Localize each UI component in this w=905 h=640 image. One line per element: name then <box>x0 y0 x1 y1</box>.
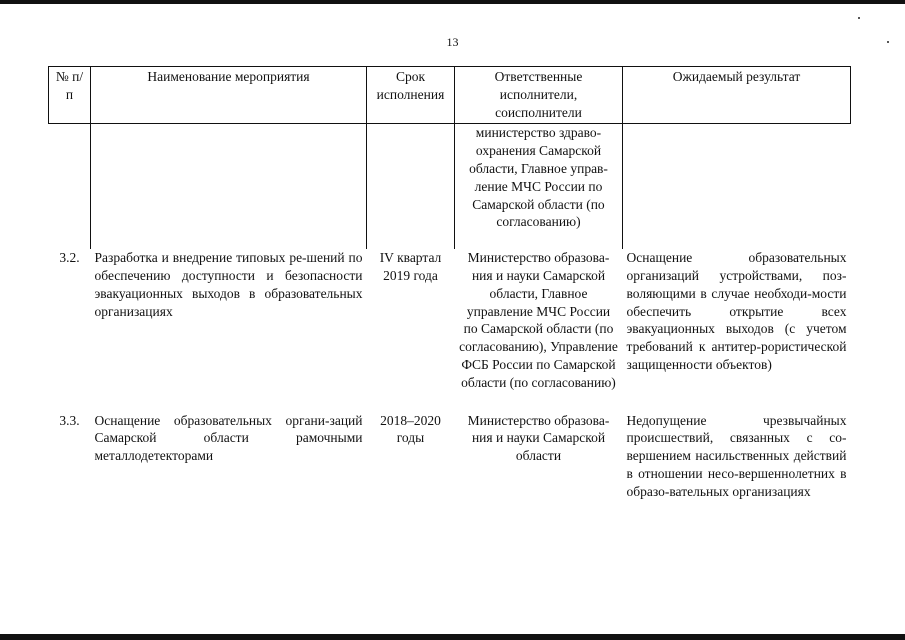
header-executors: Ответственные исполнители, соисполнители <box>455 67 623 124</box>
row-number: 3.2. <box>59 250 80 266</box>
row-activity-name: Разработка и внедрение типовых ре-шений по обеспечению доступности и безопасности эвакуационных выходов в образовательных организациях <box>94 250 363 319</box>
row-deadline: IV квартал 2019 года <box>379 250 442 283</box>
row-expected-result: Оснащение образовательных организаций устройствами, поз-воляющими в случае необходи-мости обеспечить открытие всех эвакуационных выходов (с учетом требований к антитер-рористической защищенности объектов) <box>626 250 847 372</box>
scan-edge-top <box>0 0 905 4</box>
row-executors: Министерство образова-ния и науки Самарской области <box>467 412 610 464</box>
scan-speck <box>858 17 860 19</box>
table-header-row <box>49 67 851 124</box>
row-executors: Министерство образова-ния и науки Самарской области, Главное управление МЧС России по Самарской области (по согласованию), Управление ФСБ России по Самарской области (по согласованию) <box>459 250 618 390</box>
table-row <box>49 412 851 521</box>
row-number: 3.3. <box>59 412 80 428</box>
header-expected-result: Ожидаемый результат <box>623 67 851 124</box>
cell-empty <box>91 124 367 249</box>
table-row-continuation <box>49 124 851 249</box>
cell-empty <box>49 124 91 249</box>
row-deadline: 2018–2020 годы <box>380 412 441 446</box>
row-activity-name: Оснащение образовательных органи-заций Самарской области рамочными металлодетекторами <box>94 412 363 464</box>
header-activity-name: Наименование мероприятия <box>91 67 367 124</box>
header-number: № п/п <box>49 67 91 124</box>
cell-empty <box>367 124 455 249</box>
scan-edge-bottom <box>0 634 905 640</box>
page-number: 13 <box>446 35 459 49</box>
activities-table <box>48 66 851 521</box>
row-expected-result: Недопущение чрезвычайных происшествий, связанных с со-вершением насильственных действий в отношении несо-вершеннолетних в образо-вательных организациях <box>626 412 847 499</box>
cell-empty <box>623 124 851 249</box>
header-deadline: Срок исполнения <box>367 67 455 124</box>
table-row <box>49 249 851 411</box>
continuation-executors: министерство здраво-охранения Самарской области, Главное управ-ление МЧС России по Самарской области (по согласованию) <box>455 124 623 249</box>
